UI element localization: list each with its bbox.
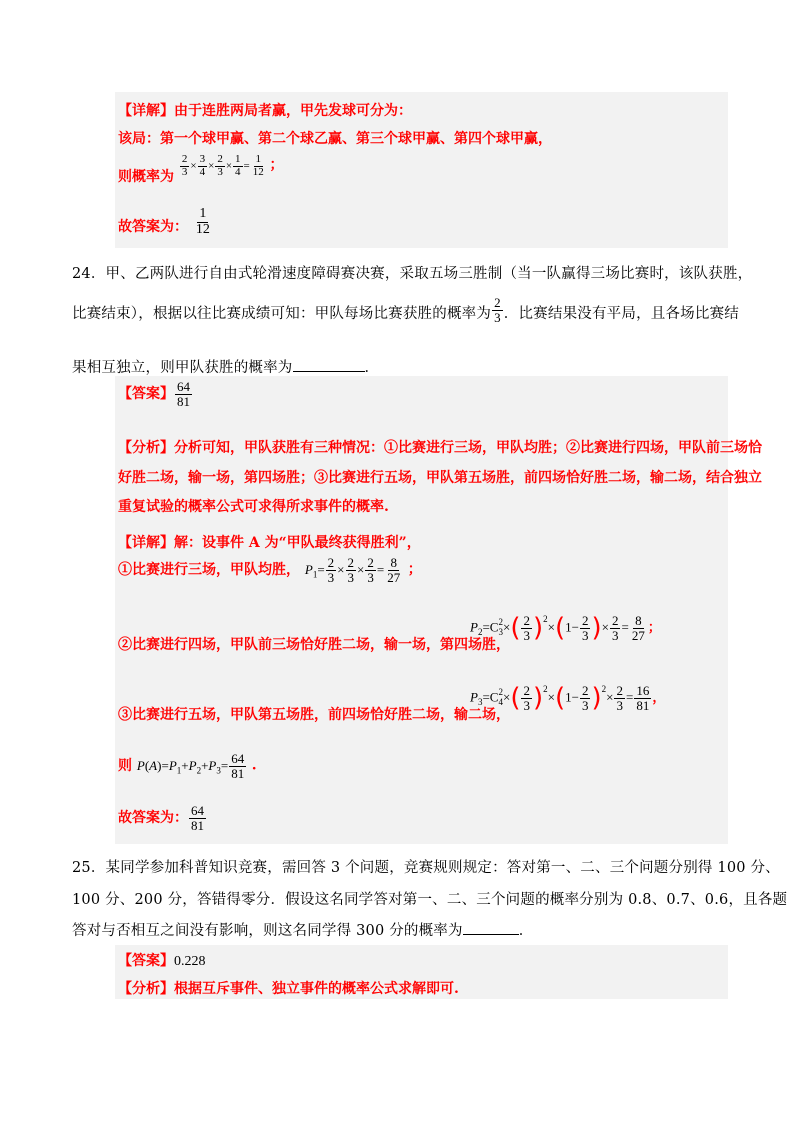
case-3-line: ③比赛进行五场，甲队第五场胜，前四场恰好胜二场，输二场， xyxy=(118,707,510,723)
case-1-line: ①比赛进行三场，甲队均胜， $P_1=$ $\frac{2}{3}$ × $\frac{2}{3}$ × $\frac{2}{3}$ = $\frac{8}{27}$ ； xyxy=(118,555,422,585)
answer-line-24: 【答案】 $\frac{64}{81}$ xyxy=(118,379,190,409)
analysis-line-25: 【分析】根据互斥事件、独立事件的概率公式求解即可. xyxy=(118,981,459,997)
analysis-line-1: 【分析】分析可知，甲队获胜有三种情况：①比赛进行三场，甲队均胜；②比赛进行四场，甲队前三场恰 xyxy=(118,440,762,456)
total-probability-line: 则 $P(A)=P_1+P_2+P_3=$ $\frac{64}{81}$ . xyxy=(118,751,257,781)
detail-line-24: 【详解】解：设事件 A 为“甲队最终获得胜利”， xyxy=(118,535,421,551)
probability-line: 则概率为 $\frac{2}{3}$ × $\frac{3}{4}$ × $\frac{2}{3}$ × $\frac{1}{4}$ = $\frac{1}{12}$ ； xyxy=(118,153,284,185)
analysis-line-2: 好胜二场，输一场，第四场胜；③比赛进行五场，甲队第五场胜，前四场恰好胜二场，输二场，结合独立 xyxy=(118,470,762,486)
answer-blank-25 xyxy=(463,922,519,935)
question-24-line-1: 24．甲、乙两队进行自由式轮滑速度障碍赛决赛，采取五场三胜制（当一队赢得三场比赛时，该队获胜， xyxy=(72,266,753,282)
probability-expression: $\frac{2}{3}$ × $\frac{3}{4}$ × $\frac{2}{3}$ × $\frac{1}{4}$ = $\frac{1}{12}$ xyxy=(181,153,264,178)
question-25-line-3: 答对与否相互之间没有影响，则这名同学得 300 分的概率为 ． xyxy=(72,923,534,939)
probability-prefix: 则概率为 xyxy=(118,169,174,185)
question-25-line-2: 100 分、200 分，答错得零分．假设这名同学答对第一、二、三个问题的概率分别为 0.8、0.7、0.6，且各题 xyxy=(72,892,788,908)
answer-line-23: 故答案为： $\frac{1}{12}$ xyxy=(118,206,210,237)
detail-line-2: 该局：第一个球甲赢、第二个球乙赢、第三个球甲赢、第四个球甲赢， xyxy=(118,131,552,147)
answer-final-24: 故答案为： $\frac{64}{81}$ xyxy=(118,803,204,833)
case-2-formula: $P_2=C$ 2 3 ×( $\frac{2}{3}$ )$^2$×(1− $\frac{2}{3}$ )× $\frac{2}{3}$ = $\frac{8}{27}$ ； xyxy=(470,613,661,644)
case-1-formula: $P_1=$ $\frac{2}{3}$ × $\frac{2}{3}$ × $\frac{2}{3}$ = $\frac{8}{27}$ xyxy=(304,555,401,585)
case-3-formula: $P_3=C$ 2 4 ×( $\frac{2}{3}$ )$^2$×(1− $\frac{2}{3}$ )$^2$× $\frac{2}{3}$ = $\frac{16}{81}$ ， xyxy=(470,683,666,714)
answer-blank-24 xyxy=(293,359,365,372)
detail-line-1: 【详解】由于连胜两局者赢，甲先发球可分为： xyxy=(118,103,412,119)
case-2-line: ②比赛进行四场，甲队前三场恰好胜二场，输一场，第四场胜， xyxy=(118,637,510,653)
analysis-line-3: 重复试验的概率公式可求得所求事件的概率. xyxy=(118,499,389,515)
total-formula: $P(A)=P_1+P_2+P_3=$ $\frac{64}{81}$ xyxy=(136,751,245,781)
question-25-line-1: 25．某同学参加科普知识竞赛，需回答 3 个问题，竞赛规则规定：答对第一、二、三个问题分别得 100 分、 xyxy=(72,860,780,876)
answer-line-25: 【答案】0.228 xyxy=(118,953,206,969)
question-24-line-2: 比赛结束），根据以往比赛成绩可知：甲队每场比赛获胜的概率为 $\frac{2}{3}$ ．比赛结果没有平局，且各场比赛结 xyxy=(72,295,739,325)
question-24-line-3: 果相互独立，则甲队获胜的概率为 ． xyxy=(72,360,380,376)
